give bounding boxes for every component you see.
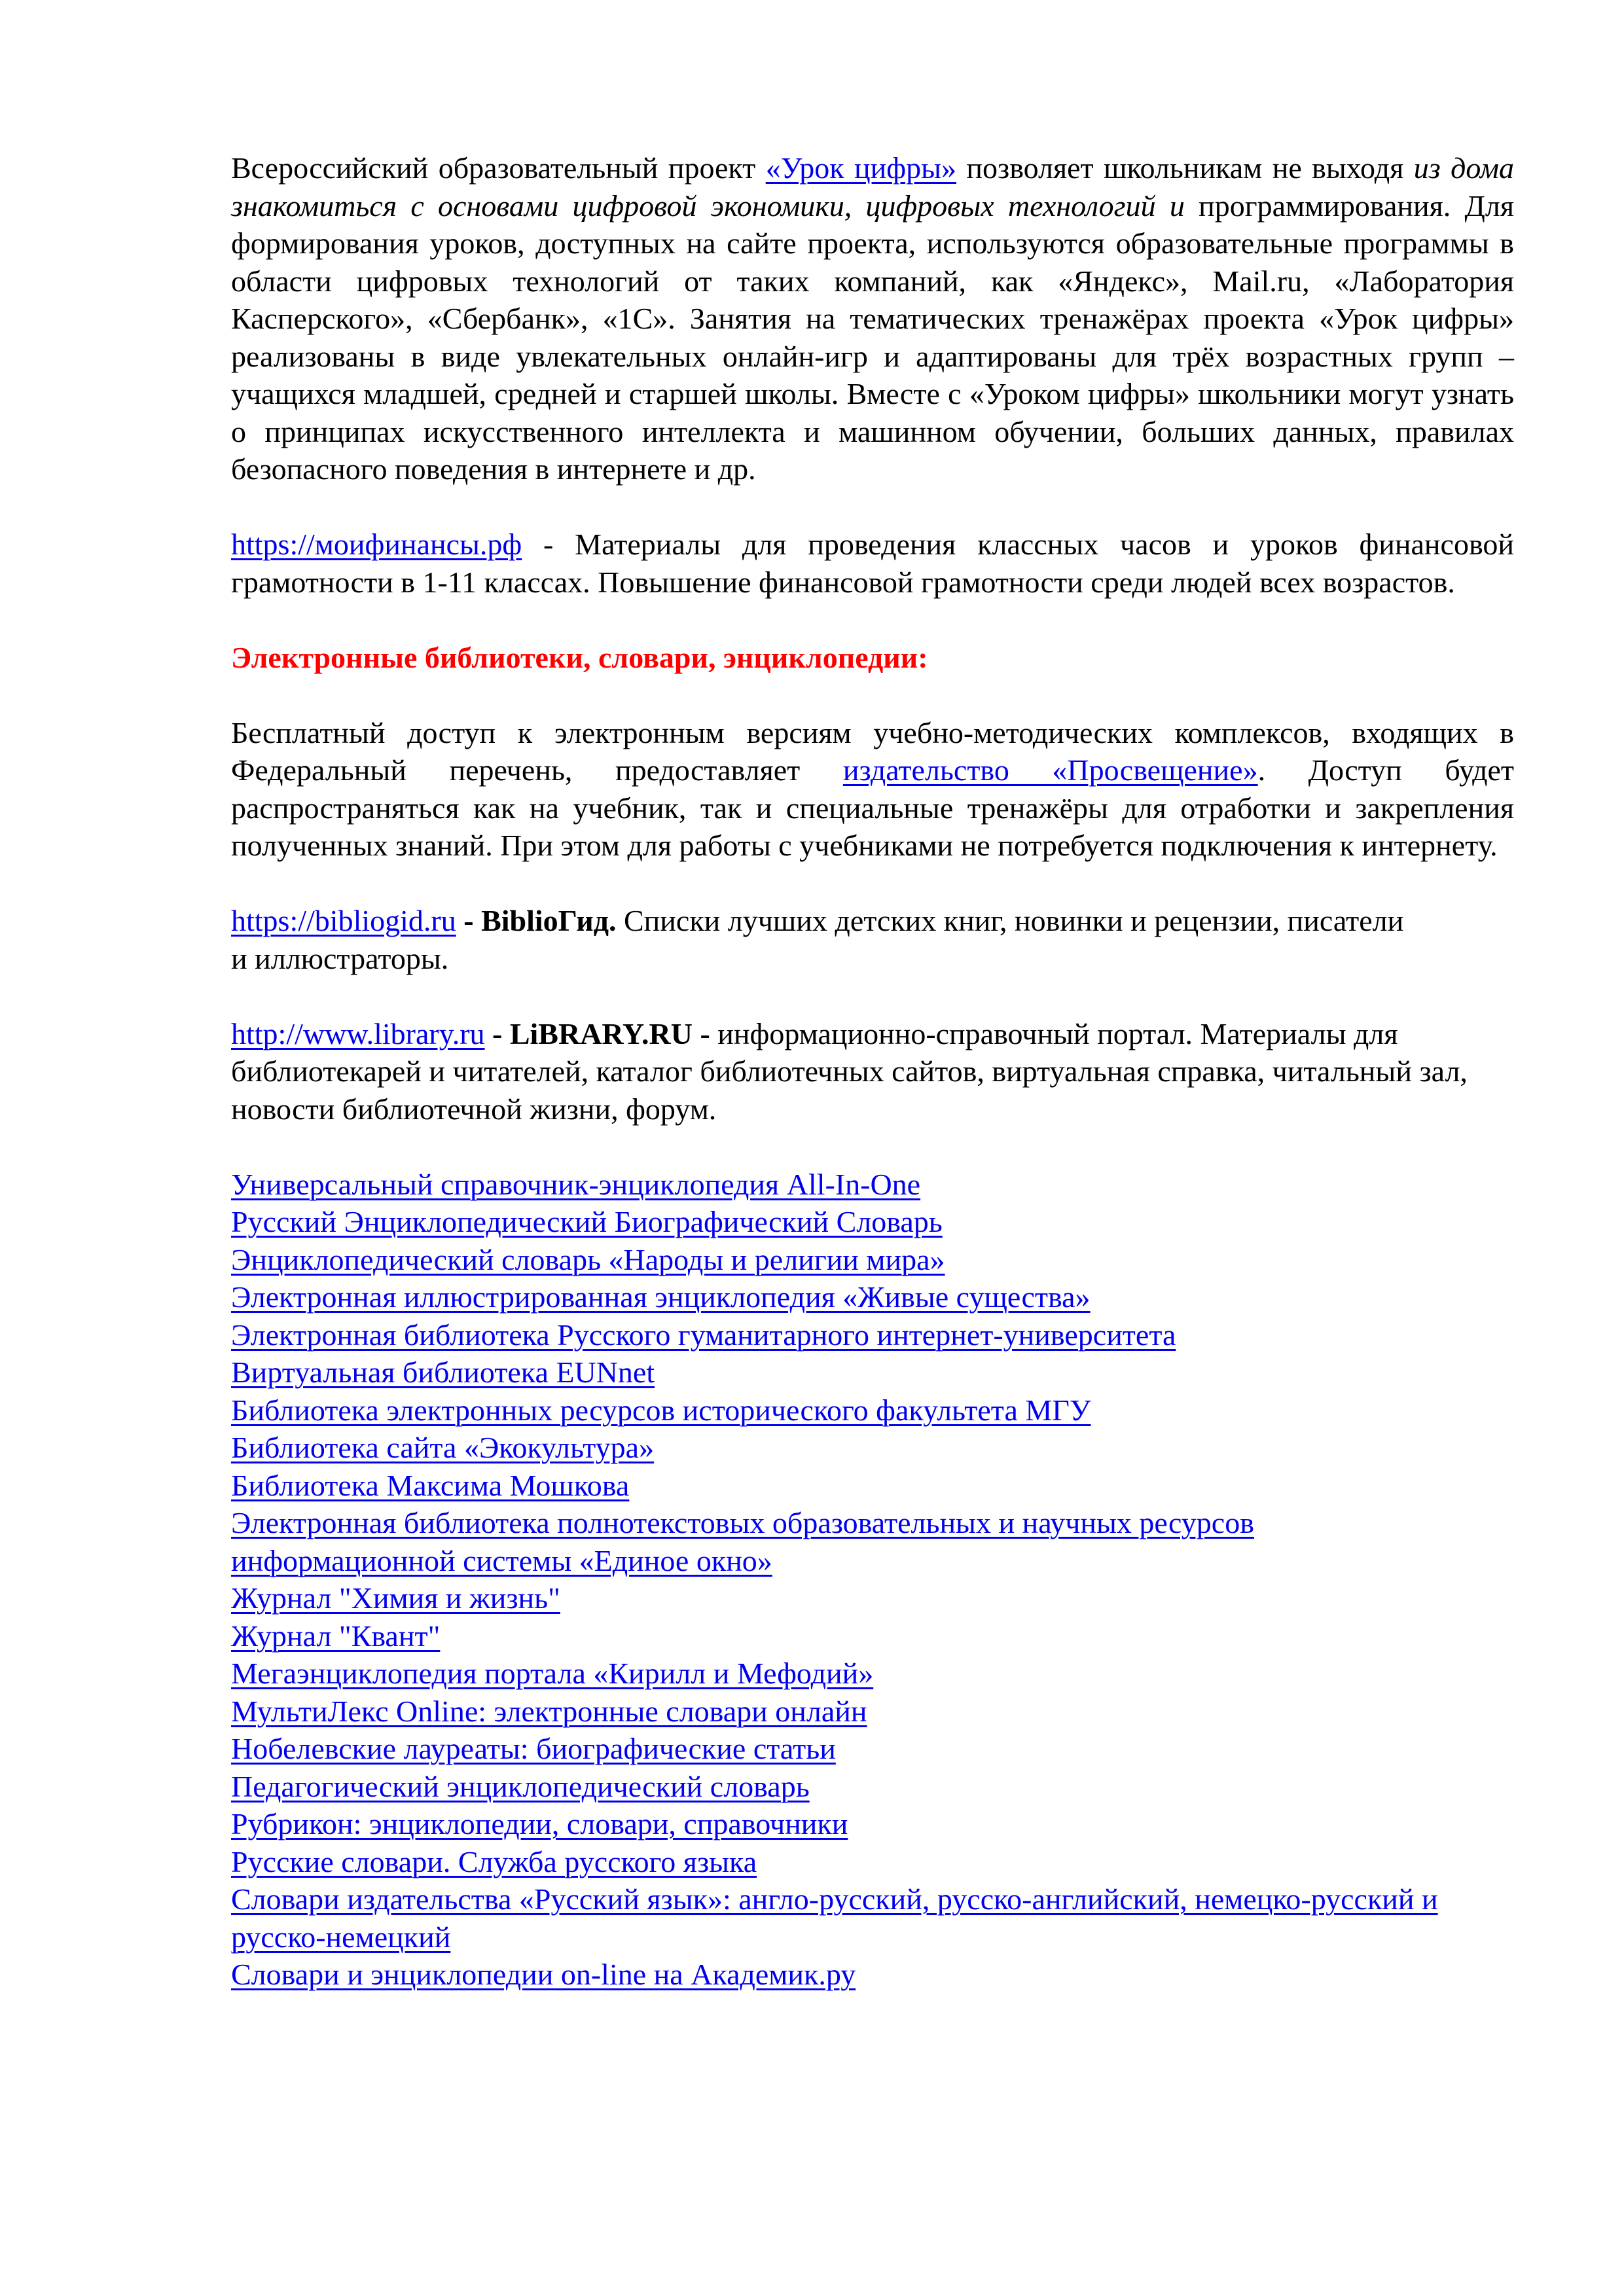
paragraph-library-ru	[231, 1015, 1475, 1128]
link-urok-cifry[interactable]: «Урок цифры»	[765, 151, 956, 185]
resource-link[interactable]: Электронная библиотека Русского гуманитарного интернет-университета	[231, 1318, 1176, 1352]
list-item	[231, 1278, 1514, 1316]
document-page	[231, 149, 1514, 1994]
text: Списки лучших детских книг, новинки и рецензии, писатели и иллюстраторы.	[231, 904, 1404, 975]
resource-link[interactable]: Педагогический энциклопедический словарь	[231, 1769, 810, 1803]
list-item	[231, 1805, 1514, 1843]
list-item	[231, 1617, 1514, 1655]
text: . Доступ будет распространяться как на учебник, так и специальные тренажёры для отработки и закрепления полученных знаний. При этом для работы с учебниками не потребуется подключения к интернету.	[231, 753, 1515, 862]
list-item	[231, 1843, 1514, 1881]
section-heading: Электронные библиотеки, словари, энциклопедии:	[231, 640, 928, 674]
link-bibliogid[interactable]: https://bibliogid.ru	[231, 904, 456, 937]
spacer	[231, 601, 1514, 639]
list-item	[231, 1241, 1514, 1279]
resource-link[interactable]: Журнал "Квант"	[231, 1619, 441, 1653]
bibliogid-title: BiblioГид.	[481, 904, 617, 937]
link-library-ru[interactable]: http://www.library.ru	[231, 1016, 485, 1050]
list-item	[231, 1467, 1514, 1505]
resource-link[interactable]: Мегаэнциклопедия портала «Кирилл и Мефодий»	[231, 1657, 874, 1690]
resource-link[interactable]: Словари и энциклопедии on-line на Академик.ру	[231, 1958, 856, 1991]
list-item	[231, 1391, 1514, 1429]
list-item	[231, 1956, 1514, 1994]
list-item	[231, 1693, 1514, 1731]
list-item	[231, 1354, 1514, 1391]
resource-link[interactable]: Журнал "Химия и жизнь"	[231, 1581, 560, 1615]
text: - Материалы для проведения классных часов и уроков финансовой грамотности в 1-11 классах. Повышение финансовой грамотности среди людей всех возрастов.	[231, 528, 1514, 599]
list-item	[231, 1203, 1514, 1241]
text: Бесплатный доступ к электронным версиям учебно-методических комплексов, входящих в Федеральный перечень, предоставляет	[231, 715, 1514, 787]
text: программирования. Для формирования уроков, доступных на сайте проекта, используются образовательные программы в области цифровых технологий от таких компаний, как «Яндекс», Mail.ru, «Лаборатория Касперского», «Сбербанк», «1С». Занятия на тематических тренажёрах проекта «Урок цифры» реализованы в виде увлекательных онлайн-игр и адаптированы для трёх возрастных групп – учащихся младшей, средней и старшей школы. Вместе с «Уроком цифры» школьники могут узнать о принципах искусственного интеллекта и машинном обучении, больших данных, правилах безопасного поведения в интернете и др.	[231, 188, 1514, 486]
resource-link[interactable]: Универсальный справочник-энциклопедия All-In-One	[231, 1167, 921, 1201]
resource-link[interactable]: Нобелевские лауреаты: биографические статьи	[231, 1732, 836, 1765]
spacer	[231, 676, 1514, 714]
resource-links-list	[231, 1166, 1514, 1994]
list-item	[231, 1768, 1514, 1806]
text: Всероссийский образовательный проект	[231, 151, 766, 185]
paragraph-bibliogid	[231, 902, 1409, 977]
list-item	[231, 1880, 1442, 1956]
library-ru-title: - LiBRARY.RU -	[484, 1016, 718, 1050]
resource-link[interactable]: МультиЛекс Online: электронные словари онлайн	[231, 1694, 867, 1728]
separator: -	[456, 904, 482, 937]
spacer	[231, 977, 1514, 1015]
paragraph-prosveshchenie	[231, 714, 1514, 865]
resource-link[interactable]: Библиотека сайта «Экокультура»	[231, 1431, 655, 1464]
resource-link[interactable]: Электронная иллюстрированная энциклопедия «Живые существа»	[231, 1280, 1091, 1314]
list-item	[231, 1655, 1514, 1693]
resource-link[interactable]: Энциклопедический словарь «Народы и религии мира»	[231, 1242, 945, 1276]
link-prosveshchenie[interactable]: издательство «Просвещение»	[842, 753, 1258, 787]
list-item	[231, 1166, 1514, 1204]
resource-link[interactable]: Библиотека Максима Мошкова	[231, 1468, 630, 1502]
text: информационно-справочный портал. Материалы для библиотекарей и читателей, каталог библиотечных сайтов, виртуальная справка, читальный зал, новости библиотечной жизни, форум.	[231, 1016, 1468, 1126]
paragraph-urok-cifry	[231, 149, 1514, 488]
spacer	[231, 865, 1514, 903]
spacer	[231, 1128, 1514, 1166]
list-item	[231, 1504, 1409, 1579]
resource-link[interactable]: Электронная библиотека полнотекстовых образовательных и научных ресурсов информационной системы «Единое окно»	[231, 1506, 1254, 1577]
resource-link[interactable]: Русские словари. Служба русского языка	[231, 1844, 757, 1878]
text: позволяет школьникам не выходя	[956, 151, 1414, 185]
paragraph-moifinansy	[231, 526, 1514, 601]
spacer	[231, 488, 1514, 526]
italic-text: из дома знакомиться с основами цифровой экономики, цифровых технологий и	[231, 151, 1514, 223]
resource-link[interactable]: Словари издательства «Русский язык»: англо-русский, русско-английский, немецко-русский и русско-немецкий	[231, 1882, 1438, 1954]
link-moifinansy[interactable]: https://моифинансы.рф	[231, 528, 522, 561]
list-item	[231, 1579, 1514, 1617]
resource-link[interactable]: Рубрикон: энциклопедии, словари, справочники	[231, 1807, 848, 1840]
list-item	[231, 1429, 1514, 1467]
resource-link[interactable]: Виртуальная библиотека EUNnet	[231, 1355, 655, 1389]
list-item	[231, 1730, 1514, 1768]
resource-link[interactable]: Библиотека электронных ресурсов исторического факультета МГУ	[231, 1393, 1091, 1427]
resource-link[interactable]: Русский Энциклопедический Биографический Словарь	[231, 1205, 943, 1238]
list-item	[231, 1316, 1514, 1354]
